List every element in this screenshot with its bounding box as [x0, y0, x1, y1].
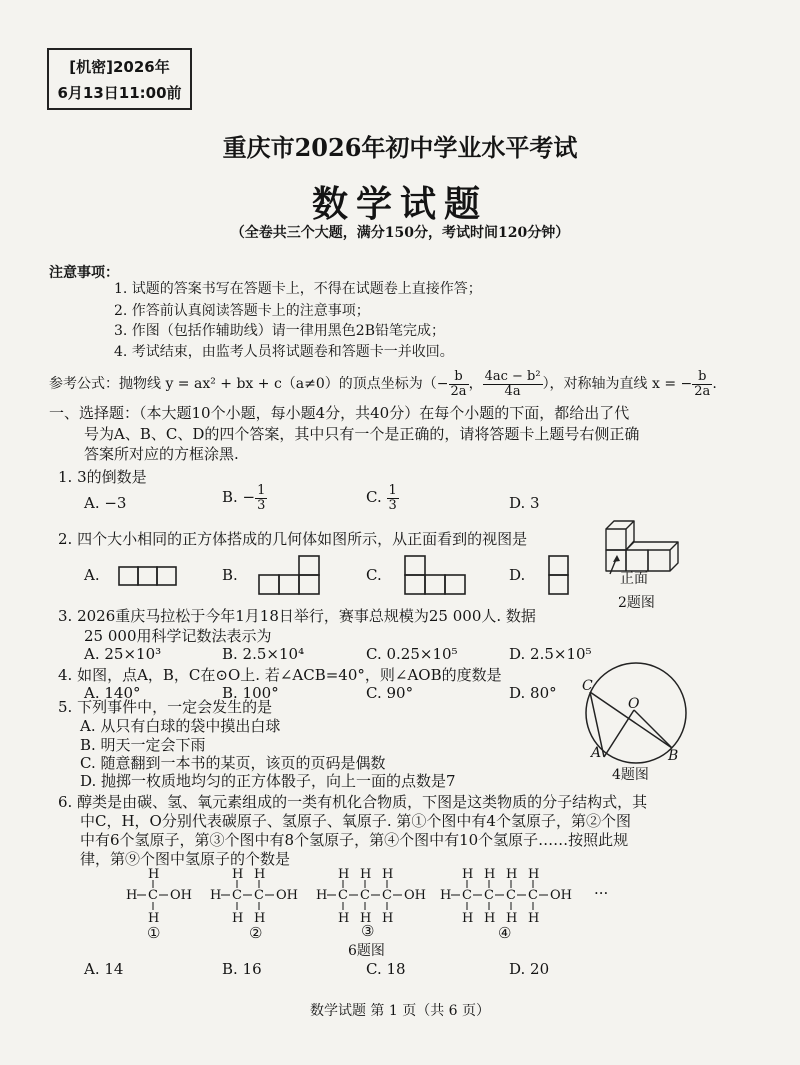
option-prefix: C. [366, 488, 382, 507]
q6-option-d: D. 20 [509, 960, 550, 978]
note-item: 2. 作答前认真阅读答题卡上的注意事项； [114, 303, 370, 319]
svg-text:C: C [484, 888, 494, 903]
svg-text:H: H [484, 911, 496, 926]
q6-option-b: B. 16 [222, 960, 262, 978]
q4-option-b: B. 100° [222, 684, 279, 702]
q2-option-c-figure [404, 555, 466, 595]
q3-option-a: A. 25×10³ [84, 645, 162, 663]
molecule-3 [316, 866, 430, 928]
svg-text:C: C [338, 888, 348, 903]
figure-6-caption: 6题图 [348, 943, 385, 959]
question-6-line: 6. 醇类是由碳、氢、氧元素组成的一类有机化合物质，下图是这类物质的分子结构式，其 [58, 793, 648, 811]
question-6-line: 中C，H，O分别代表碳原子、氢原子、氧原子. 第①个图中有4个氢原子，第②个图 [80, 812, 631, 830]
svg-text:OH: OH [404, 888, 426, 903]
svg-text:H: H [126, 888, 138, 903]
svg-text:C: C [148, 888, 158, 903]
formula-lead: 参考公式：抛物线 y = ax² + bx + c（a≠0）的顶点坐标为（− [49, 376, 449, 392]
svg-text:H: H [528, 911, 540, 926]
svg-text:H: H [148, 911, 160, 926]
formula-mid: ），对称轴为直线 x = − [542, 376, 693, 392]
continuation-ellipsis: ··· [594, 884, 609, 902]
question-3-line: 3. 2026重庆马拉松于今年1月18日举行，赛事总规模为25 000人. 数据 [58, 607, 536, 625]
q2-option-b-figure [258, 555, 320, 595]
svg-text:H: H [462, 867, 474, 882]
q6-option-c: C. 18 [366, 960, 406, 978]
point-c-label: C [582, 678, 593, 694]
exam-subtitle: （全卷共三个大题，满分150分，考试时间120分钟） [230, 225, 570, 241]
molecule-2-number: ② [249, 924, 263, 942]
molecule-3-number: ③ [361, 922, 375, 940]
svg-text:H: H [254, 911, 266, 926]
q2-option-d: D. [509, 566, 526, 584]
notes-heading: 注意事项： [49, 265, 119, 281]
svg-text:H: H [360, 867, 372, 882]
fraction: $\frac{b}{2a}$ [694, 368, 711, 399]
svg-text:H: H [382, 867, 394, 882]
point-o-label: O [628, 696, 640, 712]
svg-text:H: H [440, 888, 452, 903]
confidential-line-1: [机密]2026年 [69, 58, 170, 76]
svg-text:H: H [506, 867, 518, 882]
svg-text:H: H [254, 867, 266, 882]
question-4-stem: 4. 如图，点A，B，C在⊙O上. 若∠ACB=40°，则∠AOB的度数是 [58, 666, 502, 684]
question-6-line: 律，第⑨个图中氢原子的个数是 [80, 850, 291, 868]
front-view-label: 正面 [620, 571, 648, 587]
molecule-1 [126, 866, 196, 928]
svg-text:H: H [316, 888, 328, 903]
figure-4-caption: 4题图 [612, 767, 649, 783]
q5-option-c: C. 随意翻到一本书的某页，该页的页码是偶数 [80, 754, 386, 772]
q1-option-d: D. 3 [509, 494, 540, 512]
svg-text:H: H [232, 867, 244, 882]
q3-option-d: D. 2.5×10⁵ [509, 645, 592, 663]
svg-text:C: C [254, 888, 264, 903]
q3-option-b: B. 2.5×10⁴ [222, 645, 305, 663]
q1-option-b [222, 484, 267, 512]
svg-text:C: C [232, 888, 242, 903]
fraction: $\frac{1}{3}$ [257, 483, 266, 513]
q2-option-c: C. [366, 566, 382, 584]
point-b-label: B [668, 748, 679, 764]
q6-option-a: A. 14 [84, 960, 124, 978]
q5-option-a: A. 从只有白球的袋中摸出白球 [80, 717, 281, 735]
q2-option-a-figure [118, 566, 178, 586]
formula-comma: ， [468, 376, 483, 392]
svg-text:H: H [462, 911, 474, 926]
confidential-line-2: 6月13日11:00前 [57, 84, 182, 102]
svg-text:H: H [210, 888, 222, 903]
option-prefix: B. − [222, 488, 256, 507]
q1-option-c [366, 484, 399, 512]
svg-text:C: C [506, 888, 516, 903]
note-item: 1. 试题的答案书写在答题卡上，不得在试题卷上直接作答； [114, 281, 482, 297]
svg-text:C: C [462, 888, 472, 903]
q1-option-a: A. −3 [84, 494, 127, 512]
fraction: $\frac{1}{3}$ [388, 483, 397, 513]
svg-text:H: H [506, 911, 518, 926]
section-heading-line: 号为A、B、C、D的四个答案，其中只有一个是正确的，请将答题卡上题号右侧正确 [84, 425, 640, 443]
note-item: 4. 考试结束，由监考人员将试题卷和答题卡一并收回。 [114, 344, 454, 360]
section-heading-line: 一、选择题：（本大题10个小题，每小题4分，共40分）在每个小题的下面，都给出了代 [49, 404, 630, 422]
svg-text:OH: OH [170, 888, 192, 903]
question-6-line: 中有6个氢原子，第③个图中有8个氢原子，第④个图中有10个氢原子……按照此规 [80, 831, 629, 849]
svg-text:C: C [528, 888, 538, 903]
q5-option-b: B. 明天一定会下雨 [80, 736, 206, 754]
q4-option-a: A. 140° [84, 684, 141, 702]
svg-text:OH: OH [550, 888, 572, 903]
question-5-stem: 5. 下列事件中，一定会发生的是 [58, 698, 273, 716]
section-heading-line: 答案所对应的方框涂黑. [84, 445, 239, 463]
question-3-line: 25 000用科学记数法表示为 [84, 627, 272, 645]
reference-formula [49, 366, 717, 402]
svg-text:H: H [360, 911, 372, 926]
q3-option-c: C. 0.25×10⁵ [366, 645, 458, 663]
molecule-1-number: ① [147, 924, 161, 942]
point-a-label: A [591, 745, 602, 761]
exam-title: 重庆市2026年初中学业水平考试 [222, 133, 578, 162]
svg-text:C: C [382, 888, 392, 903]
question-2-stem: 2. 四个大小相同的正方体搭成的几何体如图所示，从正面看到的视图是 [58, 530, 528, 548]
note-item: 3. 作图（包括作辅助线）请一律用黑色2B铅笔完成； [114, 323, 446, 339]
q4-option-d: D. 80° [509, 684, 557, 702]
q5-option-d: D. 抛掷一枚质地均匀的正方体骰子，向上一面的点数是7 [80, 772, 456, 790]
figure-2-caption: 2题图 [618, 595, 655, 611]
svg-text:H: H [528, 867, 540, 882]
svg-text:H: H [484, 867, 496, 882]
question-1-stem: 1. 3的倒数是 [58, 468, 147, 486]
q4-option-c: C. 90° [366, 684, 414, 702]
fraction: $\frac{b}{2a}$ [450, 368, 467, 399]
svg-text:C: C [360, 888, 370, 903]
q2-option-b: B. [222, 566, 238, 584]
svg-text:H: H [232, 911, 244, 926]
q2-option-a: A. [84, 566, 100, 584]
molecule-4-number: ④ [498, 924, 512, 942]
fraction: $\frac{\text{4ac − b²}}{4a}$ [484, 368, 541, 399]
molecule-4 [440, 866, 576, 928]
molecule-2 [210, 866, 302, 928]
svg-text:H: H [338, 867, 350, 882]
svg-text:H: H [148, 867, 160, 882]
formula-end: . [712, 376, 717, 392]
svg-text:H: H [382, 911, 394, 926]
svg-text:H: H [338, 911, 350, 926]
q2-option-d-figure [548, 555, 570, 595]
confidential-box [47, 48, 192, 110]
svg-text:OH: OH [276, 888, 298, 903]
page-footer: 数学试题 第 1 页（共 6 页） [309, 1003, 491, 1019]
subject-title: 数学试题 [311, 183, 488, 225]
